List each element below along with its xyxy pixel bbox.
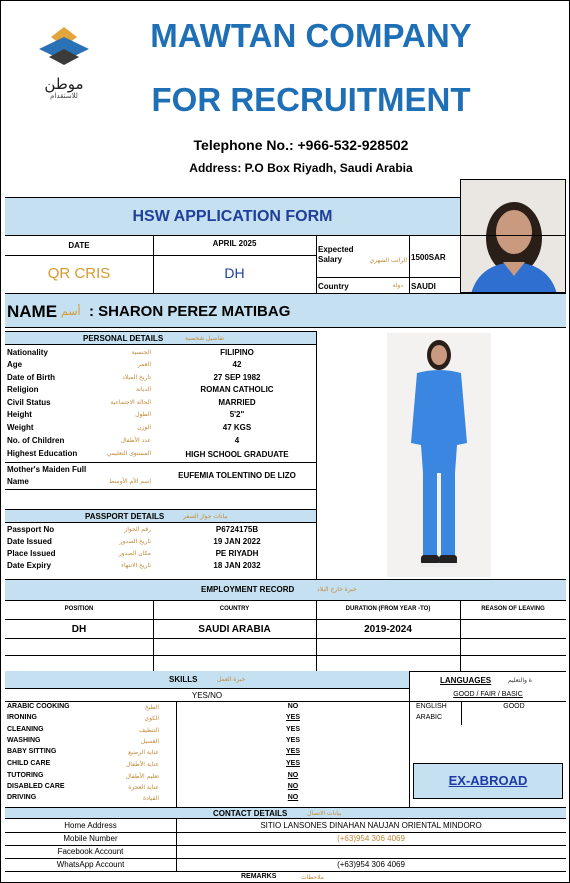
employment-position: DH (71, 624, 87, 635)
contact-value: SITIO LANSONES DINAHAN NAUJAN ORIENTAL MINDORO (260, 821, 482, 830)
contact-label: Home Address (64, 821, 117, 830)
employment-col-country: COUNTRY (219, 606, 250, 612)
skill-label: DISABLED CARE (7, 783, 65, 790)
skill-row (5, 793, 409, 804)
personal-row-value: ROMAN CATHOLIC (200, 385, 274, 394)
passport-row (5, 523, 316, 535)
personal-row-value: FILIPINO (220, 348, 254, 357)
contact-row (5, 820, 566, 832)
contact-row (5, 846, 566, 858)
employment-record-header (5, 579, 566, 601)
skill-row (5, 782, 409, 793)
agency-name: QR CRIS (47, 265, 111, 282)
language-label: ENGLISH (416, 703, 447, 710)
passport-row-value: P6724175B (215, 525, 259, 534)
skill-label: DRIVING (7, 794, 37, 801)
personal-row-arabic: عدد الأطفال (120, 437, 151, 444)
contact-label: WhatsApp Account (56, 860, 125, 869)
date-label: DATE (68, 241, 90, 250)
expected-salary-label: Expected Salary (318, 245, 354, 264)
remarks-row (5, 872, 566, 883)
contact-details-title-arabic: بيانات الاتصال (307, 810, 342, 817)
skill-label: CHILD CARE (7, 760, 51, 767)
ex-abroad-badge (413, 763, 563, 799)
logo-arabic-sub: للاستقدام (50, 92, 78, 100)
skills-header (5, 671, 409, 689)
personal-row-value: HIGH SCHOOL GRADUATE (185, 450, 289, 459)
skill-row (5, 736, 409, 747)
passport-row-label: Date Expiry (7, 561, 52, 570)
passport-row-value: PE RIYADH (215, 549, 259, 558)
skill-arabic: الطبخ (144, 704, 159, 711)
personal-row (5, 434, 316, 446)
personal-row-value: MARRIED (218, 398, 256, 407)
company-telephone: Telephone No.: +966-532-928502 (193, 137, 409, 153)
personal-row-value: 47 KGS (222, 423, 252, 432)
skill-value: YES (285, 748, 300, 755)
skill-row (5, 713, 409, 724)
personal-row-label: Religion (7, 385, 39, 394)
skill-label: IRONING (7, 714, 37, 721)
language-level: GOOD (503, 703, 525, 710)
personal-row-arabic: الجنسية (131, 349, 151, 356)
country-value: SAUDI (411, 282, 436, 291)
personal-row (5, 396, 316, 408)
passport-row (5, 559, 316, 571)
skill-value: NO (287, 783, 299, 790)
skill-label: ARABIC COOKING (7, 703, 70, 710)
passport-row-label: Place Issued (7, 549, 56, 558)
name-label: NAME (7, 302, 58, 321)
personal-row-label: Nationality (7, 348, 48, 357)
personal-row (5, 358, 316, 370)
contact-label: Facebook Account (57, 847, 124, 856)
languages-title: LANGUAGES (440, 676, 492, 685)
logo-arabic-name: موطن (44, 75, 84, 93)
country-arabic: دولة (392, 282, 403, 289)
contact-details-header (5, 807, 566, 819)
passport-row-label: Passport No (7, 525, 55, 534)
mother-name-arabic: إسم الأم الأوسط (108, 478, 151, 485)
company-name-line2: FOR RECRUITMENT (151, 81, 471, 118)
personal-row (5, 408, 316, 420)
passport-details-header (5, 509, 316, 523)
skill-arabic: الغسيل (140, 738, 159, 745)
skill-label: TUTORING (7, 772, 44, 779)
personal-row-label: Age (7, 360, 23, 369)
company-address: Address: P.O Box Riyadh, Saudi Arabia (189, 161, 413, 175)
company-name-line1: MAWTAN COMPANY (150, 17, 472, 54)
skills-rows (5, 702, 409, 807)
employment-col-reason: REASON OF LEAVING (481, 606, 545, 612)
applicant-code: DH (224, 265, 245, 281)
skill-arabic: القيادة (143, 795, 159, 802)
skill-arabic: التنظيف (138, 727, 159, 734)
passport-row-label: Date Issued (7, 537, 52, 546)
languages-title-arabic: ة والتعليم (508, 677, 532, 684)
logo-mark-icon (29, 25, 99, 71)
skill-arabic: عناية العجزة (128, 784, 159, 791)
mother-name-label-line1: Mother's Maiden Full (7, 465, 87, 474)
applicant-full-name: : SHARON PEREZ MATIBAG (89, 303, 291, 320)
country-label: Country (318, 282, 349, 291)
languages-scale: GOOD / FAIR / BASIC (453, 691, 523, 698)
employment-country: SAUDI ARABIA (198, 624, 271, 635)
employment-col-position: POSITION (64, 606, 94, 612)
contact-row (5, 859, 566, 871)
mother-name-label-line2: Name (7, 477, 29, 486)
skill-value: YES (285, 714, 300, 721)
personal-row-value: 42 (232, 360, 242, 369)
name-label-arabic: أسم (61, 305, 81, 318)
remarks-arabic: ملاحظات (301, 874, 324, 881)
passport-row-value: 19 JAN 2022 (213, 537, 261, 546)
skill-row (5, 759, 409, 770)
skills-title-arabic: خبرة العمل (217, 676, 246, 683)
passport-details-title: PASSPORT DETAILS (85, 512, 165, 521)
passport-row-arabic: رقم الجواز (124, 526, 151, 533)
employment-duration: 2019-2024 (364, 624, 412, 635)
applicant-full-body-photo (387, 333, 491, 577)
passport-details-title-arabic: بيانات جواز السفر (183, 513, 228, 520)
expected-salary-value: 1500SAR (411, 253, 446, 262)
skill-value: NO (287, 772, 299, 779)
passport-row-arabic: تاريخ الصدور (119, 538, 151, 545)
personal-row-value: 4 (234, 436, 240, 445)
personal-row-arabic: الديانة (135, 386, 151, 393)
personal-row-arabic: الوزن (137, 424, 151, 431)
personal-row-label: Civil Status (7, 398, 51, 407)
contact-row (5, 833, 566, 845)
skill-arabic: عناية الرضيع (128, 749, 159, 756)
employment-record-title: EMPLOYMENT RECORD (201, 585, 295, 594)
name-band (5, 294, 566, 328)
personal-row-label: Date of Birth (7, 373, 55, 382)
personal-row-value: 5'2" (229, 410, 245, 419)
ex-abroad-label: EX-ABROAD (448, 773, 528, 788)
personal-row-arabic: العمر (137, 361, 151, 368)
skill-row (5, 702, 409, 713)
personal-details-header (5, 331, 316, 345)
language-label: ARABIC (416, 714, 443, 721)
language-row (410, 702, 566, 713)
skill-value: NO (287, 794, 299, 801)
skill-value: NO (287, 703, 299, 710)
skill-label: CLEANING (7, 726, 44, 733)
personal-row-arabic: تاريخ الميلاد (122, 374, 151, 381)
mother-name-value: EUFEMIA TOLENTINO DE LIZO (178, 471, 296, 480)
passport-row-value: 18 JAN 2032 (213, 561, 261, 570)
skill-value: YES (285, 726, 300, 733)
skill-value: YES (285, 737, 300, 744)
company-logo (29, 25, 99, 99)
skill-label: BABY SITTING (7, 748, 57, 755)
skill-row (5, 747, 409, 758)
personal-row (5, 447, 316, 461)
contact-details-title: CONTACT DETAILS (213, 809, 288, 818)
employment-col-duration: DURATION (FROM YEAR -TO) (345, 606, 431, 612)
form-title: HSW APPLICATION FORM (132, 208, 333, 225)
form-title-band (5, 197, 460, 235)
employment-record-title-arabic: خبرة خارج البلاد (317, 586, 357, 593)
skill-value: YES (285, 760, 300, 767)
passport-row-arabic: مكان الصدور (118, 550, 151, 557)
personal-row-arabic: المستوى التعليمي (106, 450, 151, 457)
personal-row-value: 27 SEP 1982 (213, 373, 261, 382)
employment-column-headers (5, 601, 566, 619)
personal-row (5, 371, 316, 383)
skill-arabic: الكوي (144, 715, 159, 722)
personal-details-title: PERSONAL DETAILS (83, 334, 164, 343)
passport-row (5, 547, 316, 559)
personal-row-label: Height (7, 410, 32, 419)
personal-details-rows (5, 346, 316, 462)
contact-value: (+63)954 306 4069 (337, 860, 405, 869)
personal-row-arabic: الحالة الاجتماعية (110, 399, 151, 406)
skills-title: SKILLS (169, 675, 198, 684)
applicant-portrait-photo (460, 179, 566, 293)
passport-row-arabic: تاريخ الانتهاء (121, 562, 151, 569)
passport-row (5, 535, 316, 547)
language-row (410, 713, 566, 724)
personal-details-title-arabic: تفاصيل شخصية (185, 335, 225, 342)
skill-row (5, 771, 409, 782)
personal-row-arabic: الطول (135, 411, 151, 418)
personal-row-label: Highest Education (7, 449, 78, 458)
mother-maiden-name-row (5, 463, 316, 489)
employment-row (5, 620, 566, 638)
skill-label: WASHING (7, 737, 41, 744)
date-value: APRIL 2025 (212, 239, 257, 248)
passport-details-rows (5, 523, 316, 571)
personal-row (5, 383, 316, 395)
skill-arabic: عناية الأطفال (125, 761, 159, 768)
languages-header (410, 673, 566, 689)
remarks-label: REMARKS (241, 873, 277, 880)
skill-arabic: تعليم الأطفال (125, 773, 159, 780)
skill-row (5, 725, 409, 736)
contact-label: Mobile Number (63, 834, 118, 843)
personal-row (5, 421, 316, 433)
personal-row (5, 346, 316, 358)
contact-value: (+63)954 306 4069 (337, 834, 405, 843)
personal-row-label: Weight (7, 423, 34, 432)
expected-salary-arabic: الراتب الشهري (369, 257, 407, 264)
personal-row-label: No. of Children (7, 436, 65, 445)
skills-yes-no-subheader: YES/NO (191, 691, 223, 700)
